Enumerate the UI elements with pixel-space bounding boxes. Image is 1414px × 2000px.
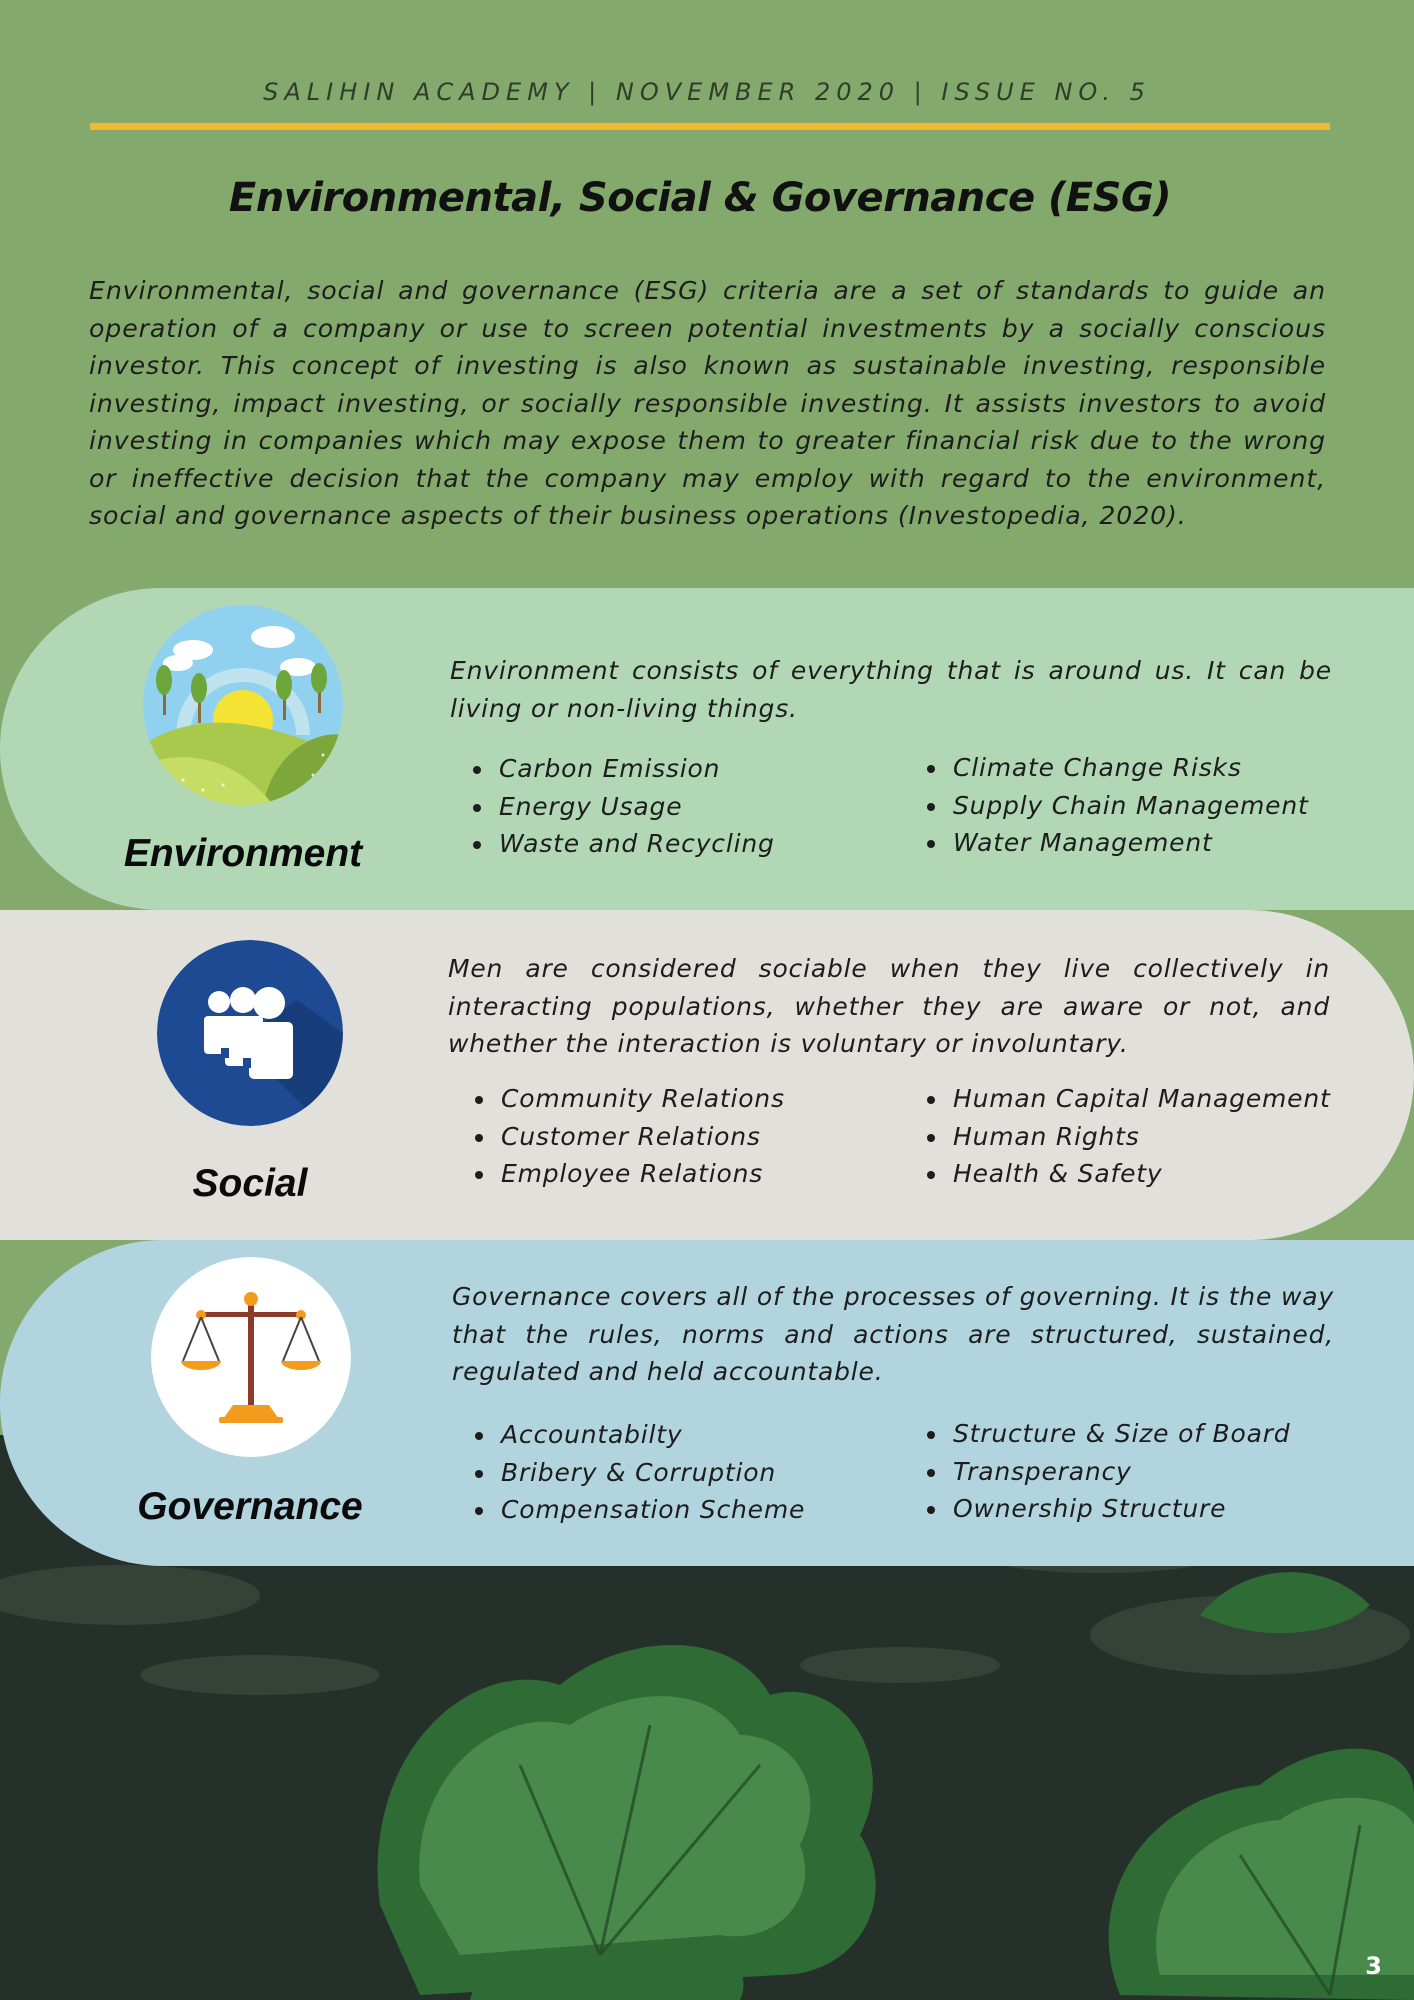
page-number: 3 — [1365, 1952, 1382, 1980]
list-item: • Accountabilty — [497, 1416, 897, 1454]
people-icon — [157, 940, 343, 1126]
social-description: Men are considered sociable when they live collectively in interacting populations, whether they are aware or not, and whether the interaction is voluntary or involuntary. — [448, 954, 1330, 1058]
governance-label: Governance — [137, 1485, 363, 1528]
intro-paragraph: Environmental, social and governance (ESG) criteria are a set of standards to guide an operation of a company or use to screen potential investments by a socially conscious investor. This concept of investing is also known as sustainable investing, responsible investing, impact investing, or socially responsible investing. It assists investors to avoid investing in companies which may expose them to greater financial risk due to the wrong or ineffective decision that the company may employ with regard to the environment, social and governance aspects of their business operations (Investopedia, 2020). — [89, 276, 1326, 530]
environment-list-right — [904, 749, 1399, 862]
list-item: • Employee Relations — [497, 1155, 897, 1193]
environment-description: Environment consists of everything that is around us. It can be living or non-living things. — [450, 656, 1332, 723]
list-item: • Waste and Recycling — [495, 825, 895, 863]
list-item: • Community Relations — [497, 1080, 897, 1118]
list-item: • Water Management — [949, 824, 1399, 862]
list-item: • Human Capital Management — [949, 1080, 1399, 1118]
page-title: Environmental, Social & Governance (ESG) — [228, 175, 1172, 221]
list-item: • Ownership Structure — [949, 1490, 1399, 1528]
environment-label: Environment — [123, 832, 363, 875]
social-list-left — [452, 1080, 897, 1193]
list-item: • Supply Chain Management — [949, 787, 1399, 825]
governance-list-right — [904, 1415, 1399, 1528]
list-item: • Bribery & Corruption — [497, 1454, 897, 1492]
list-item: • Compensation Scheme — [497, 1491, 897, 1529]
landscape-icon — [143, 605, 343, 805]
header-divider — [90, 123, 1330, 130]
list-item: • Structure & Size of Board — [949, 1415, 1399, 1453]
list-item: • Carbon Emission — [495, 750, 895, 788]
social-label: Social — [192, 1162, 308, 1205]
scales-icon — [151, 1257, 351, 1457]
list-item: • Energy Usage — [495, 788, 895, 826]
list-item: • Health & Safety — [949, 1155, 1399, 1193]
social-list-right — [904, 1080, 1399, 1193]
list-item: • Climate Change Risks — [949, 749, 1399, 787]
governance-list-left — [452, 1416, 897, 1529]
environment-list-left — [450, 750, 895, 863]
list-item: • Human Rights — [949, 1118, 1399, 1156]
issue-header: SALIHIN ACADEMY | NOVEMBER 2020 | ISSUE NO. 5 — [263, 78, 1151, 106]
list-item: • Customer Relations — [497, 1118, 897, 1156]
list-item: • Transperancy — [949, 1453, 1399, 1491]
governance-description: Governance covers all of the processes of governing. It is the way that the rules, norms and actions are structured, sustained, regulated and held accountable. — [452, 1282, 1334, 1386]
